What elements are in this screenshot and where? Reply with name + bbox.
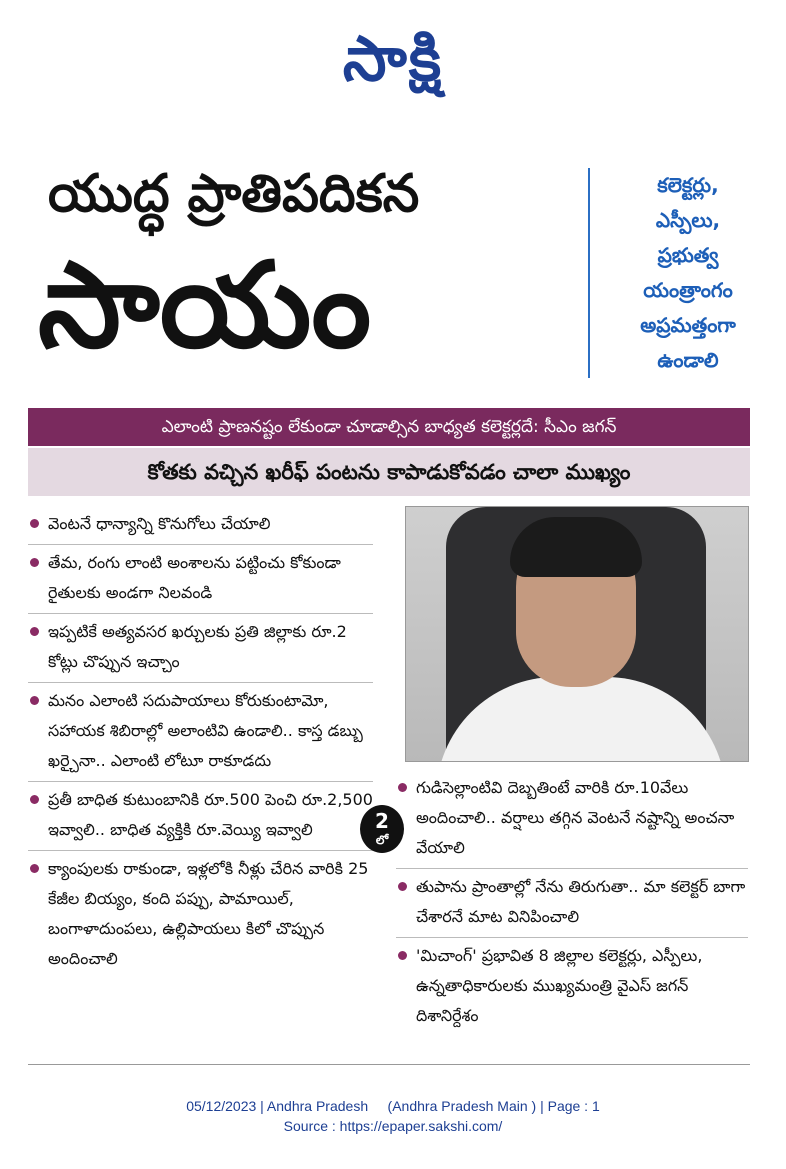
side-kicker: [598, 168, 778, 378]
list-item: [28, 614, 373, 683]
subhead-second: కోతకు వచ్చిన ఖరీఫ్ పంటను కాపాడుకోవడం చాలా ముఖ్యం: [28, 448, 750, 496]
list-item: [396, 770, 748, 869]
cm-photo: [405, 506, 749, 762]
kicker-line: యంత్రాంగం: [643, 278, 733, 302]
footer-source-line: Source : https://epaper.sakshi.com/: [283, 1118, 503, 1134]
list-item: [396, 869, 748, 938]
footer-date-line: 05/12/2023 | Andhra Pradesh (Andhra Pradesh Main ) | Page : 1: [186, 1098, 600, 1114]
masthead-text: సాక్షి: [342, 22, 444, 95]
bullet-text: 'మిచాంగ్' ప్రభావిత 8 జిల్లాల కలెక్టర్లు, ఎస్పీలు, ఉన్నతాధికారులకు ముఖ్యమంత్రి వైఎస్ జగన్ దిశానిర్దేశం: [416, 946, 703, 1025]
right-bullet-list: [396, 770, 748, 1036]
list-item: [28, 782, 373, 851]
kicker-line: ప్రభుత్వ: [657, 243, 719, 267]
kicker-line: అప్రమత్తంగా: [640, 313, 736, 337]
bullet-icon: [398, 951, 407, 960]
bottom-divider: [28, 1064, 750, 1065]
hair-shape: [510, 517, 642, 577]
bullet-text: వెంటనే ధాన్యాన్ని కొనుగోలు చేయాలి: [48, 514, 271, 533]
bullet-text: తేమ, రంగు లాంటి అంశాలను పట్టించు కోకుండా రైతులకు అండగా నిలవండి: [48, 553, 341, 602]
left-bullet-list: [28, 506, 373, 979]
bullet-icon: [30, 864, 39, 873]
bullet-icon: [30, 795, 39, 804]
page-badge-number: 2: [375, 809, 389, 833]
headline-big: సాయం: [38, 236, 372, 374]
kicker-divider: [588, 168, 590, 378]
bullet-text: మనం ఎలాంటి సదుపాయాలు కోరుకుంటామో, సహాయక శిబిరాల్లో అలాంటివి ఉండాలి.. కాస్త డబ్బు ఖర్చైనా.. ఎలాంటి లోటూ రాకూడదు: [48, 691, 363, 770]
bullet-text: గుడిసెల్లాంటివి దెబ్బతింటే వారికి రూ.10వేలు అందించాలి.. వర్షాలు తగ్గిన వెంటనే నష్టాన్ని అంచనా వేయాలి: [416, 778, 735, 857]
bullet-text: ఇప్పటికే అత్యవసర ఖర్చులకు ప్రతి జిల్లాకు రూ.2 కోట్లు చొప్పున ఇచ్చాం: [48, 622, 347, 671]
bullet-text: క్యాంపులకు రాకుండా, ఇళ్లలోకి నీళ్లు చేరిన వారికి 25 కేజీల బియ్యం, కంది పప్పు, పామాయిల్, బంగాళాదుంపలు, ఉల్లిపాయలు కిలో చొప్పున అందించాలి: [48, 859, 369, 968]
page-badge-suffix: లో: [375, 833, 389, 847]
bullet-icon: [30, 627, 39, 636]
page-footer: [0, 1096, 786, 1136]
bullet-icon: [30, 519, 39, 528]
kicker-line: ఉండాలి: [657, 348, 719, 372]
headline-small: యుద్ధ ప్రాతిపదికన: [48, 164, 420, 224]
list-item: [396, 938, 748, 1036]
list-item: [28, 683, 373, 782]
masthead-logo: [0, 22, 786, 110]
bullet-icon: [30, 558, 39, 567]
list-item: [28, 851, 373, 979]
bullet-icon: [30, 696, 39, 705]
kicker-line: కలెక్టర్లు,: [657, 173, 719, 197]
list-item: [28, 506, 373, 545]
list-item: [28, 545, 373, 614]
bullet-text: ప్రతీ బాధిత కుటుంబానికి రూ.500 పెంచి రూ.2,500 ఇవ్వాలి.. బాధిత వ్యక్తికి రూ.వెయ్యి ఇవ్వాలి: [48, 790, 373, 839]
kicker-line: ఎస్పీలు,: [655, 208, 721, 232]
subhead-first: ఎలాంటి ప్రాణనష్టం లేకుండా చూడాల్సిన బాధ్యత కలెక్టర్లదే: సీఎం జగన్: [28, 408, 750, 446]
bullet-icon: [398, 882, 407, 891]
bullet-text: తుపాను ప్రాంతాల్లో నేను తిరుగుతా.. మా కలెక్టర్ బాగా చేశారనే మాట వినిపించాలి: [416, 877, 746, 926]
bullet-icon: [398, 783, 407, 792]
